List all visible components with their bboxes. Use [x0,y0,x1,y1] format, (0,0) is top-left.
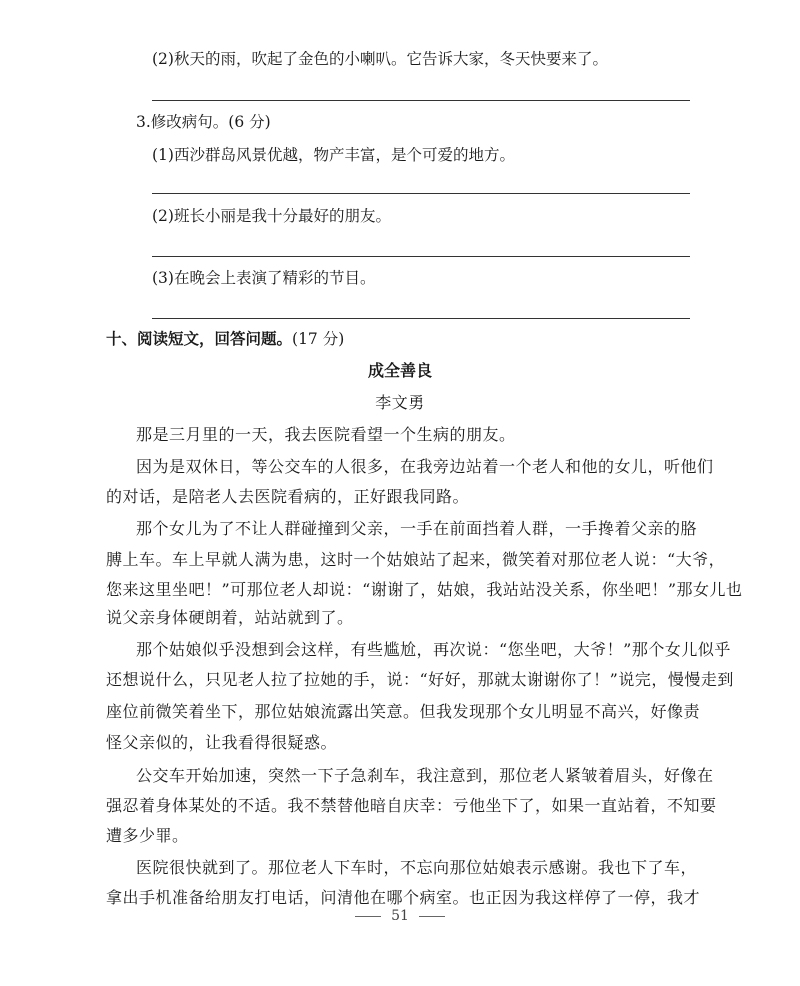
article-line: 您来这里坐吧！”可那位老人却说：“谢谢了，姑娘，我站站没关系，你坐吧！”那女儿也 [106,580,743,599]
section-10-score: (17 分) [292,330,345,348]
section-10-heading [106,329,344,349]
answer-line [152,256,690,257]
article-line: 那是三月里的一天，我去医院看望一个生病的朋友。 [136,425,516,444]
answer-line [152,318,690,319]
article-line: 公交车开始加速，突然一下子急刹车，我注意到，那位老人紧皱着眉头，好像在 [136,766,714,785]
article-line: 怪父亲似的，让我看得很疑惑。 [106,733,338,752]
q2-item-2: (2)秋天的雨，吹起了金色的小喇叭。它告诉大家，冬天快要来了。 [152,50,608,68]
q3-item-3: (3)在晚会上表演了精彩的节目。 [152,269,376,287]
footer-dash [419,916,445,917]
article-line: 医院很快就到了。那位老人下车时，不忘向那位姑娘表示感谢。我也下了车， [136,858,698,877]
article-line: 膊上车。车上早就人满为患，这时一个姑娘站了起来，微笑着对那位老人说：“大爷， [106,550,726,569]
article-line: 强忍着身体某处的不适。我不禁替他暗自庆幸：亏他坐下了，如果一直站着，不知要 [106,796,717,815]
article-line: 说父亲身体硬朗着，站站就到了。 [106,608,354,627]
q3-title: 3.修改病句。(6 分) [136,113,271,131]
page-footer [0,908,800,924]
article-line: 还想说什么，只见老人拉了拉她的手，说：“好好，那就太谢谢你了！”说完，慢慢走到 [106,670,734,689]
article-title: 成全善良 [367,361,432,380]
q3-item-2: (2)班长小丽是我十分最好的朋友。 [152,207,391,225]
footer-dash [355,916,381,917]
article-line: 的对话，是陪老人去医院看病的，正好跟我同路。 [106,487,470,506]
page-number: 51 [391,908,409,924]
answer-line [152,100,690,101]
answer-line [152,193,690,194]
article-line: 因为是双休日，等公交车的人很多，在我旁边站着一个老人和他的女儿，听他们 [136,457,714,476]
article-line: 那个女儿为了不让人群碰撞到父亲，一手在前面挡着人群，一手搀着父亲的胳 [136,519,698,538]
article-line: 那个姑娘似乎没想到会这样，有些尴尬，再次说：“您坐吧，大爷！”那个女儿似乎 [136,640,731,659]
article-line: 遭多少罪。 [106,826,189,845]
section-10-title: 十、阅读短文，回答问题。 [106,330,293,348]
q3-item-1: (1)西沙群岛风景优越，物产丰富，是个可爱的地方。 [152,146,515,164]
article-line: 拿出手机准备给朋友打电话，问清他在哪个病室。也正因为我这样停了一停，我才 [106,888,701,907]
article-author: 李文勇 [375,393,425,412]
article-line: 座位前微笑着坐下，那位姑娘流露出笑意。但我发现那个女儿明显不高兴，好像责 [106,702,701,721]
